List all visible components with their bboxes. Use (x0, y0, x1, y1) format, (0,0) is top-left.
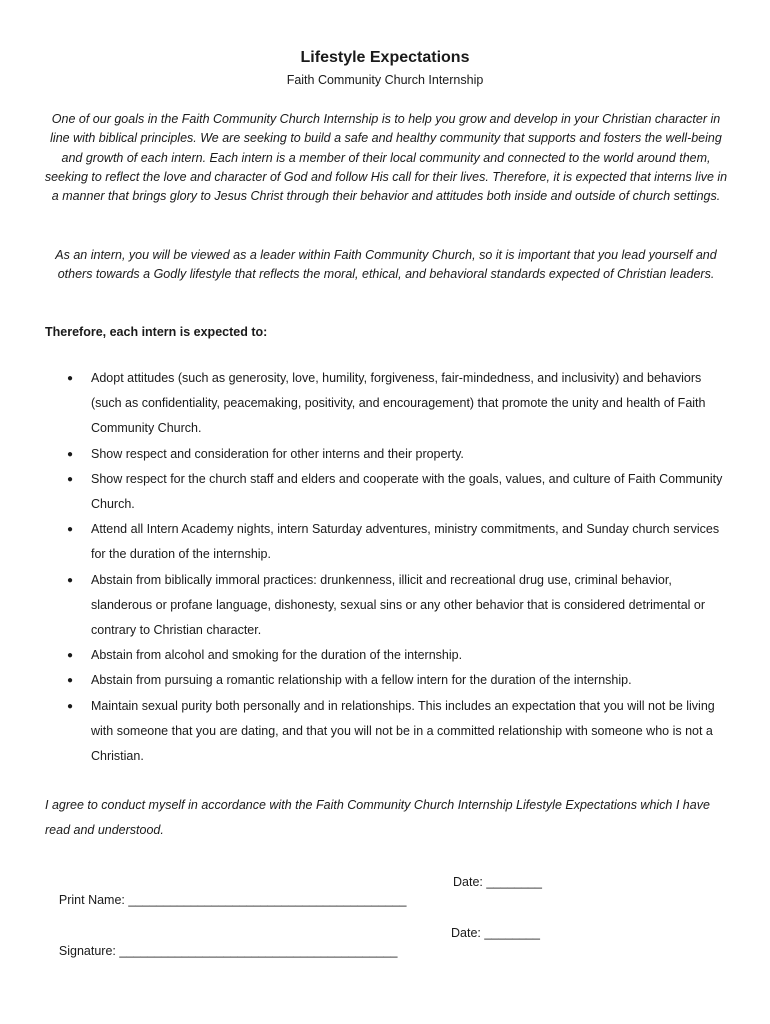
list-item-text: Abstain from biblically immoral practices: drunkenness, illicit and recreational drug use, criminal behavior, slanderous or profane language, dishonesty, sexual sins or any other behavior that is considered detrimental or contrary to Christian character. (91, 572, 706, 638)
list-item-text: Show respect for the church staff and elders and cooperate with the goals, values, and culture of Faith Community Church. (91, 471, 723, 512)
list-item (45, 643, 735, 668)
list-item (45, 568, 735, 644)
bullet-icon: ● (67, 574, 74, 586)
page-subtitle: Faith Community Church Internship (286, 73, 484, 87)
bullet-icon: ● (67, 524, 74, 536)
list-item (45, 517, 735, 567)
bullet-icon: ● (67, 473, 74, 485)
list-item (45, 668, 735, 693)
bullet-icon: ● (67, 373, 74, 384)
list-item-text: Abstain from alcohol and smoking for the duration of the internship. (91, 648, 463, 663)
expectations-list (45, 366, 735, 769)
intro-paragraph-leadership: As an intern, you will be viewed as a leader within Faith Community Church, so it is important that you lead yourself and others towards a Godly lifestyle that reflects the moral, ethical, and behavioral standards expected of Christian leaders. (55, 248, 717, 282)
intro-paragraph-goals: One of our goals in the Faith Community Church Internship is to help you grow and develop in your Christian character in line with biblical principles. We are seeking to build a safe and healthy community that supports and fosters the well-being and growth of each intern. Each intern is a member of their local community and connected to the world around them, seeking to reflect the love and character of God and follow His call for their lives. Therefore, it is expected that interns live in a manner that brings glory to Jesus Christ through their behavior and attitudes both inside and outside of church settings. (44, 112, 728, 204)
list-item (45, 442, 735, 467)
signature-date-field[interactable]: Date: ________ (451, 926, 540, 940)
page-title: Lifestyle Expectations (300, 49, 470, 66)
list-item-text: Attend all Intern Academy nights, intern Saturday adventures, ministry commitments, and Sunday church services for the duration of the internship. (91, 522, 720, 562)
list-item (45, 467, 735, 517)
list-item (45, 366, 735, 442)
bullet-icon: ● (67, 650, 74, 662)
list-item-text: Show respect and consideration for other interns and their property. (91, 446, 464, 461)
bullet-icon: ● (67, 675, 74, 687)
list-item-text: Abstain from pursuing a romantic relationship with a fellow intern for the duration of the internship. (91, 673, 632, 688)
print-name-line[interactable]: Print Name: ________________________________________ (58, 893, 407, 907)
expectations-heading: Therefore, each intern is expected to: (45, 325, 268, 339)
list-item (45, 694, 735, 770)
list-item-text: Adopt attitudes (such as generosity, love, humility, forgiveness, fair-mindedness, and inclusivity) and behaviors (such as confidentiality, peacemaking, positivity, and encouragement) that promote the unity and health of Faith Community Church. (91, 371, 706, 436)
agreement-statement: I agree to conduct myself in accordance with the Faith Community Church Internship Lifestyle Expectations which I have read and understood. (45, 798, 710, 838)
bullet-icon: ● (67, 448, 74, 460)
print-name-date-field[interactable]: Date: ________ (453, 875, 542, 889)
bullet-icon: ● (67, 700, 74, 712)
signature-field[interactable] (45, 924, 540, 996)
signature-line[interactable]: Signature: ________________________________________ (58, 944, 398, 958)
list-item-text: Maintain sexual purity both personally and in relationships. This includes an expectation that you will not be living with someone that you are dating, and that you will not be in a committed relationship with someone who is not a Christian. (91, 698, 715, 764)
